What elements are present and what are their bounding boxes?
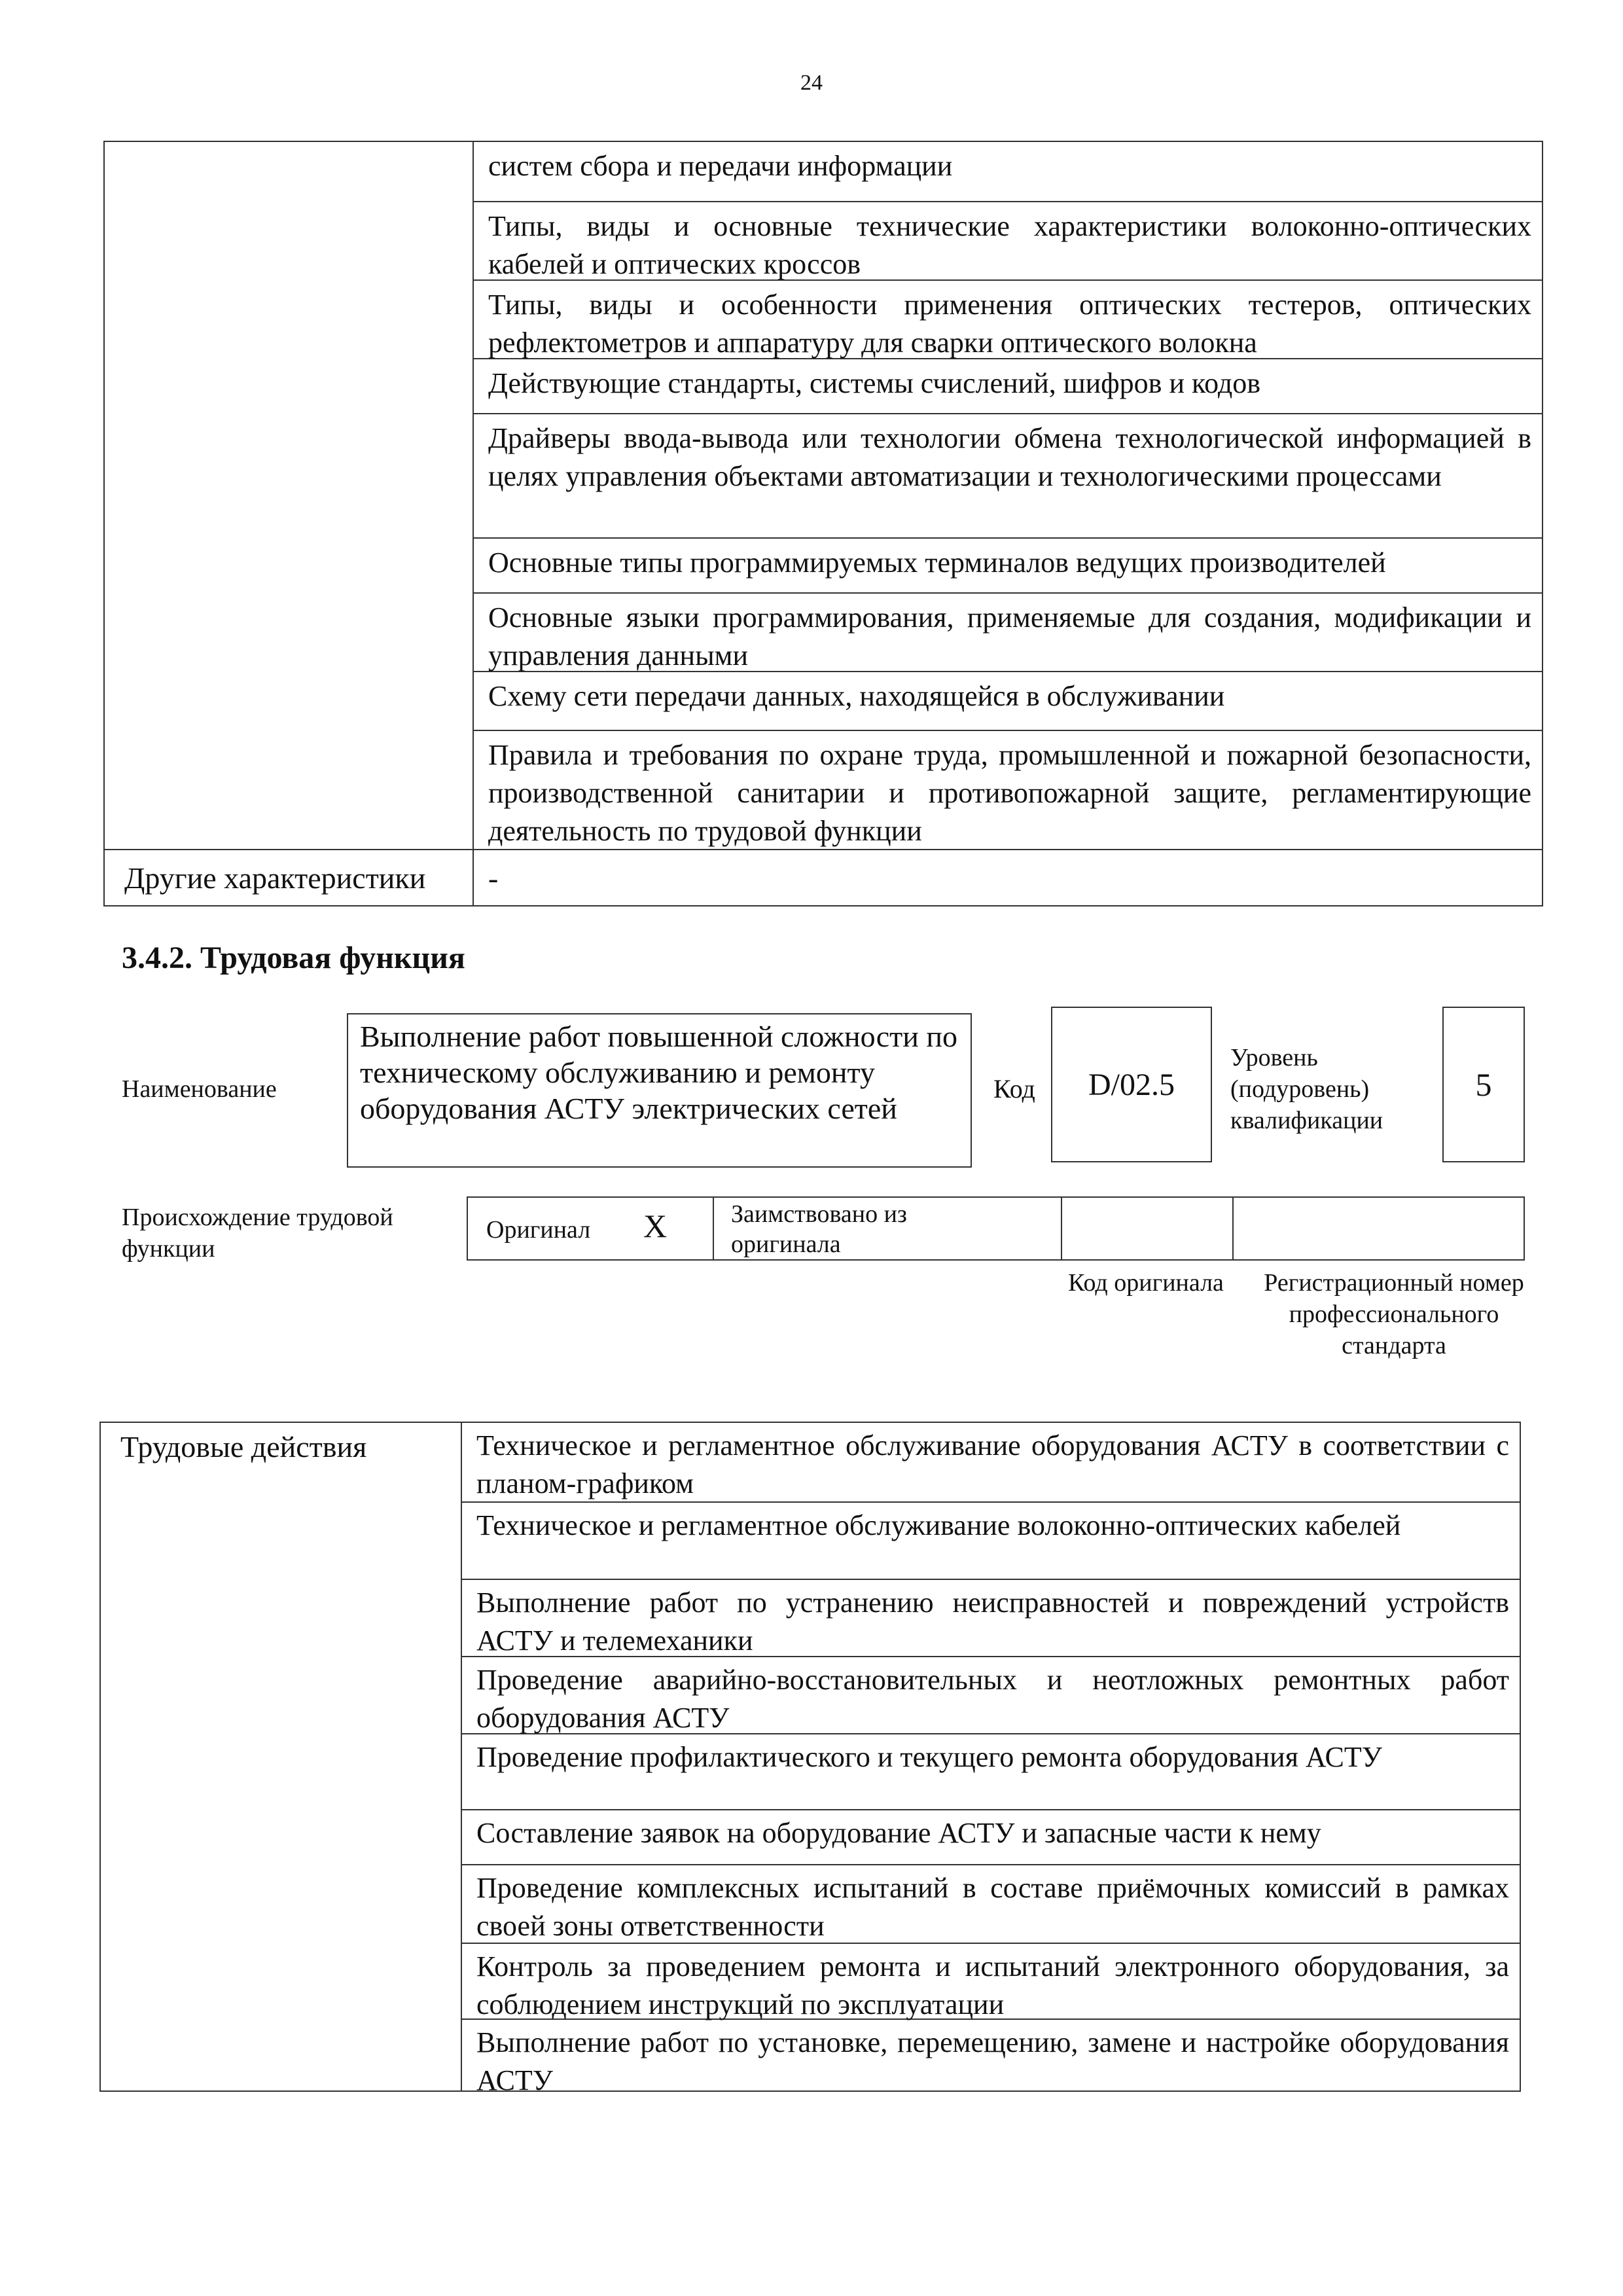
page-number: 24 <box>800 71 823 95</box>
table-row: Правила и требования по охране труда, промышленной и пожарной безопасности, производственной санитарии и противопожарной защите, регламентирующие деятельность по трудовой функции <box>488 739 1531 847</box>
actions-table <box>99 1422 1521 2096</box>
level-box <box>1442 1007 1525 1162</box>
table-row: Выполнение работ по устранению неисправностей и повреждений устройств АСТУ и телемеханики <box>462 1580 1520 1657</box>
table-row: Драйверы ввода-вывода или технологии обмена технологической информацией в целях управления объектами автоматизации и технологическими процессами <box>474 414 1542 539</box>
table-row: Основные языки программирования, применяемые для создания, модификации и управления данными <box>474 594 1542 672</box>
table-row: Техническое и регламентное обслуживание волоконно-оптических кабелей <box>462 1503 1520 1580</box>
code-box <box>1051 1007 1212 1162</box>
reg-caption: Регистрационный номер профессионального стандарта <box>1264 1269 1524 1359</box>
origin-label: Происхождение трудовой функции <box>122 1204 393 1263</box>
borrowed-cell <box>714 1198 1062 1259</box>
code-label: Код <box>993 1074 1035 1103</box>
table-row: Проведение аварийно-восстановительных и неотложных ремонтных работ оборудования АСТУ <box>462 1657 1520 1734</box>
table-row: Типы, виды и основные технические характеристики волоконно-оптических кабелей и оптических кроссов <box>474 202 1542 281</box>
name-label: Наименование <box>122 1075 277 1103</box>
table-row: Техническое и регламентное обслуживание оборудования АСТУ в соответствии с планом-графиком <box>462 1423 1520 1503</box>
table-row: Схему сети передачи данных, находящейся в обслуживании <box>474 672 1542 731</box>
table-row: Выполнение работ по установке, перемещению, замене и настройке оборудования АСТУ <box>476 2026 1509 2096</box>
table-row: Контроль за проведением ремонта и испытаний электронного оборудования, за соблюдением инструкций по эксплуатации <box>462 1944 1520 2020</box>
function-name-box: Выполнение работ повышенной сложности по техническому обслуживанию и ремонту оборудования АСТУ электрических сетей <box>347 1013 972 1168</box>
table-row: Проведение профилактического и текущего ремонта оборудования АСТУ <box>462 1734 1520 1810</box>
knowledge-table <box>103 141 1543 906</box>
table-row: Действующие стандарты, системы счислений, шифров и кодов <box>474 359 1542 414</box>
actions-label: Трудовые действия <box>101 1423 462 2090</box>
level-label: Уровень (подуровень) квалификации <box>1230 1044 1383 1134</box>
borrowed-label: Заимствовано из оригинала <box>731 1200 907 1258</box>
code-value: D/02.5 <box>1088 1067 1175 1102</box>
registration-number-cell <box>1234 1198 1524 1259</box>
level-value: 5 <box>1475 1066 1492 1103</box>
other-characteristics-value: - <box>474 849 1542 906</box>
table-row: Типы, виды и особенности применения оптических тестеров, оптических рефлектометров и аппаратуру для сварки оптического волокна <box>474 281 1542 359</box>
original-label: Оригинал <box>486 1216 591 1244</box>
original-cell <box>468 1198 714 1259</box>
table-row: Проведение комплексных испытаний в составе приёмочных комиссий в рамках своей зоны ответственности <box>462 1865 1520 1944</box>
knowledge-label-cell <box>105 142 474 905</box>
table-row: Основные типы программируемых терминалов ведущих производителей <box>474 539 1542 594</box>
original-mark: X <box>643 1208 668 1244</box>
original-code-cell <box>1062 1198 1234 1259</box>
origin-row <box>467 1196 1525 1261</box>
code-caption: Код оригинала <box>1068 1269 1224 1297</box>
section-title: 3.4.2. Трудовая функция <box>122 941 465 975</box>
other-characteristics-label: Другие характеристики <box>105 849 474 906</box>
table-row: систем сбора и передачи информации <box>474 142 1542 202</box>
table-row: Составление заявок на оборудование АСТУ и запасные части к нему <box>462 1810 1520 1865</box>
